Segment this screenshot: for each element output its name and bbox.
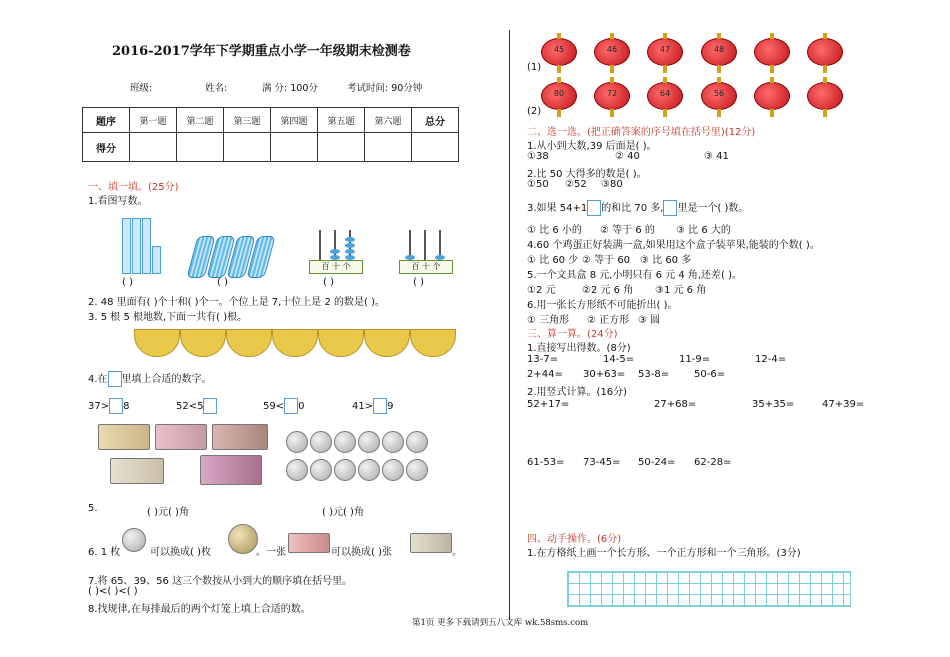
option: ① 比 60 少 bbox=[527, 255, 579, 266]
table-cell: 题序 bbox=[83, 108, 130, 133]
table-cell: 总分 bbox=[412, 108, 459, 133]
banana-bunch bbox=[318, 329, 364, 357]
coin bbox=[310, 431, 332, 453]
option: ① 比 6 小的 bbox=[527, 225, 582, 236]
banknote bbox=[110, 458, 164, 484]
calc-item: 30+63= bbox=[583, 369, 626, 380]
q4-item: 41> 9 bbox=[352, 398, 393, 414]
option: ① 三角形 bbox=[527, 315, 570, 326]
answer-box[interactable] bbox=[373, 398, 387, 414]
calc-item: 62-28= bbox=[694, 457, 732, 468]
abacus-picture-2 bbox=[399, 228, 451, 274]
q4-item: 59< 0 bbox=[263, 398, 304, 414]
option: ③80 bbox=[601, 179, 623, 190]
answer-blank[interactable]: ( )元( )角 bbox=[322, 507, 364, 518]
s1-q6-part2: 可以换成( )枚 bbox=[150, 547, 211, 558]
calc-item: 53-8= bbox=[638, 369, 670, 380]
lantern: 56 bbox=[701, 82, 737, 110]
coin-five-jiao-icon bbox=[228, 524, 258, 554]
coin bbox=[310, 459, 332, 481]
score-input-cell[interactable] bbox=[224, 133, 271, 162]
exam-time-label: 考试时间: 90分钟 bbox=[347, 83, 423, 94]
table-cell: 第五题 bbox=[318, 108, 365, 133]
section1-heading: 一、填一填。(25分) bbox=[88, 182, 179, 193]
s4-q1-text: 1.在方格纸上画一个长方形、一个正方形和一个三角形。(3分) bbox=[527, 548, 801, 559]
lantern-row1-label: (1) bbox=[527, 62, 542, 73]
answer-box[interactable] bbox=[109, 398, 123, 414]
section3-heading: 三、算一算。(24分) bbox=[527, 329, 618, 340]
lantern: 80 bbox=[541, 82, 577, 110]
score-input-cell[interactable] bbox=[318, 133, 365, 162]
lantern: 46 bbox=[594, 38, 630, 66]
abacus-label: 百 十 个 bbox=[309, 260, 363, 274]
option: ② 等于 6 的 bbox=[600, 225, 655, 236]
score-input-cell[interactable] bbox=[412, 133, 459, 162]
option: ③ 41 bbox=[704, 151, 729, 162]
section2-heading: 二、选一选。(把正确答案的序号填在括号里)(12分) bbox=[527, 127, 756, 138]
coin bbox=[286, 459, 308, 481]
calc-item: 73-45= bbox=[583, 457, 621, 468]
option: ①50 bbox=[527, 179, 549, 190]
score-table-header-row bbox=[83, 108, 459, 133]
lantern-blank[interactable] bbox=[807, 82, 843, 110]
banknote bbox=[98, 424, 150, 450]
option: ② 40 bbox=[615, 151, 640, 162]
s3-q2-text: 2.用竖式计算。(16分) bbox=[527, 387, 628, 398]
q4-item: 37> 8 bbox=[88, 398, 129, 414]
drawing-grid[interactable] bbox=[567, 571, 851, 607]
column-divider bbox=[509, 30, 510, 620]
score-input-cell[interactable] bbox=[271, 133, 318, 162]
score-input-cell[interactable] bbox=[365, 133, 412, 162]
option: ③ 圆 bbox=[638, 315, 661, 326]
coin bbox=[334, 431, 356, 453]
banknote bbox=[200, 455, 262, 485]
calc-item: 12-4= bbox=[755, 354, 787, 365]
table-cell: 第一题 bbox=[130, 108, 177, 133]
calc-item: 11-9= bbox=[679, 354, 711, 365]
option: ② 等于 60 bbox=[582, 255, 631, 266]
s2-q1-text: 1.从小到大数,39 后面是( )。 bbox=[527, 141, 657, 152]
score-table-score-row bbox=[83, 133, 459, 162]
score-input-cell[interactable] bbox=[130, 133, 177, 162]
banknote bbox=[212, 424, 268, 450]
calc-item: 14-5= bbox=[603, 354, 635, 365]
coin bbox=[358, 431, 380, 453]
s2-q2-text: 2.比 50 大得多的数是( )。 bbox=[527, 169, 647, 180]
s1-q6-part1: 6. 1 枚 bbox=[88, 547, 121, 558]
calc-item: 50-6= bbox=[694, 369, 726, 380]
score-input-cell[interactable] bbox=[177, 133, 224, 162]
answer-blank[interactable]: ( ) bbox=[413, 277, 424, 288]
ten-cube-column bbox=[142, 218, 151, 274]
option: ② 正方形 bbox=[587, 315, 630, 326]
lantern-blank[interactable] bbox=[807, 38, 843, 66]
coin bbox=[334, 459, 356, 481]
banana-bunch bbox=[364, 329, 410, 357]
banana-bunch bbox=[180, 329, 226, 357]
answer-box[interactable] bbox=[203, 398, 217, 414]
lantern-row2-label: (2) bbox=[527, 106, 542, 117]
answer-blank[interactable]: ( ) bbox=[217, 277, 228, 288]
answer-blank[interactable]: ( ) bbox=[122, 277, 133, 288]
table-cell: 得分 bbox=[83, 133, 130, 162]
calc-item: 50-24= bbox=[638, 457, 676, 468]
option: ②52 bbox=[565, 179, 587, 190]
answer-box[interactable] bbox=[108, 371, 122, 387]
coin-one-yuan-icon bbox=[122, 528, 146, 552]
ten-cube-column bbox=[132, 218, 141, 274]
s1-q7-blanks[interactable]: ( )<( )<( ) bbox=[88, 586, 138, 597]
answer-blank[interactable]: ( )元( )角 bbox=[147, 507, 189, 518]
section4-heading: 四、动手操作。(6分) bbox=[527, 534, 622, 545]
coin bbox=[382, 459, 404, 481]
ten-cube-column bbox=[122, 218, 131, 274]
abacus-picture-1 bbox=[309, 228, 361, 274]
lantern: 45 bbox=[541, 38, 577, 66]
banana-bunch bbox=[226, 329, 272, 357]
calc-item: 27+68= bbox=[654, 399, 697, 410]
q4-suffix: 里填上合适的数字。 bbox=[121, 374, 212, 385]
option: ③ 比 60 多 bbox=[640, 255, 692, 266]
table-cell: 第四题 bbox=[271, 108, 318, 133]
option: ②2 元 6 角 bbox=[582, 285, 634, 296]
table-cell: 第三题 bbox=[224, 108, 271, 133]
banknote-icon bbox=[410, 533, 452, 553]
s1-q5-number: 5. bbox=[88, 503, 98, 514]
option: ③1 元 6 角 bbox=[655, 285, 707, 296]
q4-prefix: 4.在 bbox=[88, 374, 108, 385]
answer-blank[interactable]: ( ) bbox=[323, 277, 334, 288]
banknote-icon bbox=[288, 533, 330, 553]
lantern: 47 bbox=[647, 38, 683, 66]
lantern-blank[interactable] bbox=[754, 82, 790, 110]
calc-item: 47+39= bbox=[822, 399, 865, 410]
banana-bunch bbox=[272, 329, 318, 357]
banana-bunch bbox=[410, 329, 456, 357]
option: ①2 元 bbox=[527, 285, 556, 296]
banana-bunch bbox=[134, 329, 180, 357]
s2-q6-text: 6.用一张长方形纸不可能折出( )。 bbox=[527, 300, 678, 311]
answer-box[interactable] bbox=[284, 398, 298, 414]
coin bbox=[406, 459, 428, 481]
s1-q1-text: 1.看图写数。 bbox=[88, 196, 148, 207]
unit-cubes bbox=[152, 246, 161, 274]
s1-q7-text: 7.将 65、39、56 这三个数按从小到大的顺序填在括号里。 bbox=[88, 576, 353, 587]
option: ③ 比 6 大的 bbox=[676, 225, 731, 236]
s3-q1-text: 1.直接写出得数。(8分) bbox=[527, 343, 631, 354]
score-table bbox=[82, 107, 459, 162]
table-cell: 第二题 bbox=[177, 108, 224, 133]
banknote bbox=[155, 424, 207, 450]
coin bbox=[358, 459, 380, 481]
s1-q8-text: 8.找规律,在每排最后的两个灯笼上填上合适的数。 bbox=[88, 604, 311, 615]
s1-q6-part4: 可以换成( )张 bbox=[331, 547, 392, 558]
coin bbox=[286, 431, 308, 453]
s2-q3-text: 3.如果 54+1 的和比 70 多, 里是一个( )数。 bbox=[527, 199, 748, 216]
q4-item: 52<5 bbox=[176, 398, 217, 414]
lantern-blank[interactable] bbox=[754, 38, 790, 66]
calc-item: 13-7= bbox=[527, 354, 559, 365]
table-cell: 第六题 bbox=[365, 108, 412, 133]
calc-item: 61-53= bbox=[527, 457, 565, 468]
full-score-label: 满 分: 100分 bbox=[262, 83, 318, 94]
calc-item: 35+35= bbox=[752, 399, 795, 410]
coin bbox=[382, 431, 404, 453]
lantern: 48 bbox=[701, 38, 737, 66]
s2-q5-text: 5.一个文具盒 8 元,小明只有 6 元 4 角,还差( )。 bbox=[527, 270, 743, 281]
s1-q3-text: 3. 5 根 5 根地数,下面一共有( )根。 bbox=[88, 312, 248, 323]
coin bbox=[406, 431, 428, 453]
abacus-label: 百 十 个 bbox=[399, 260, 453, 274]
page-footer: 第1页 更多下载请到五八文库 wk.58sms.com bbox=[412, 618, 589, 628]
lantern: 64 bbox=[647, 82, 683, 110]
s1-q6-part5: 。 bbox=[452, 547, 462, 558]
class-label: 班级: bbox=[130, 83, 153, 94]
answer-box[interactable] bbox=[587, 200, 601, 216]
option: ①38 bbox=[527, 151, 549, 162]
lantern: 72 bbox=[594, 82, 630, 110]
calc-item: 2+44= bbox=[527, 369, 563, 380]
s1-q2-text: 2. 48 里面有( )个十和( )个一。个位上是 7,十位上是 2 的数是( )。 bbox=[88, 297, 386, 308]
s1-q4-text bbox=[88, 370, 212, 387]
answer-box[interactable] bbox=[663, 200, 677, 216]
page-title: 2016-2017学年下学期重点小学一年级期末检测卷 bbox=[112, 44, 411, 59]
name-label: 姓名: bbox=[205, 83, 228, 94]
calc-item: 52+17= bbox=[527, 399, 570, 410]
s2-q4-text: 4.60 个鸡蛋正好装满一盒,如果用这个盒子装苹果,能装的个数( )。 bbox=[527, 240, 820, 251]
s1-q6-part3: 。一张 bbox=[256, 547, 286, 558]
